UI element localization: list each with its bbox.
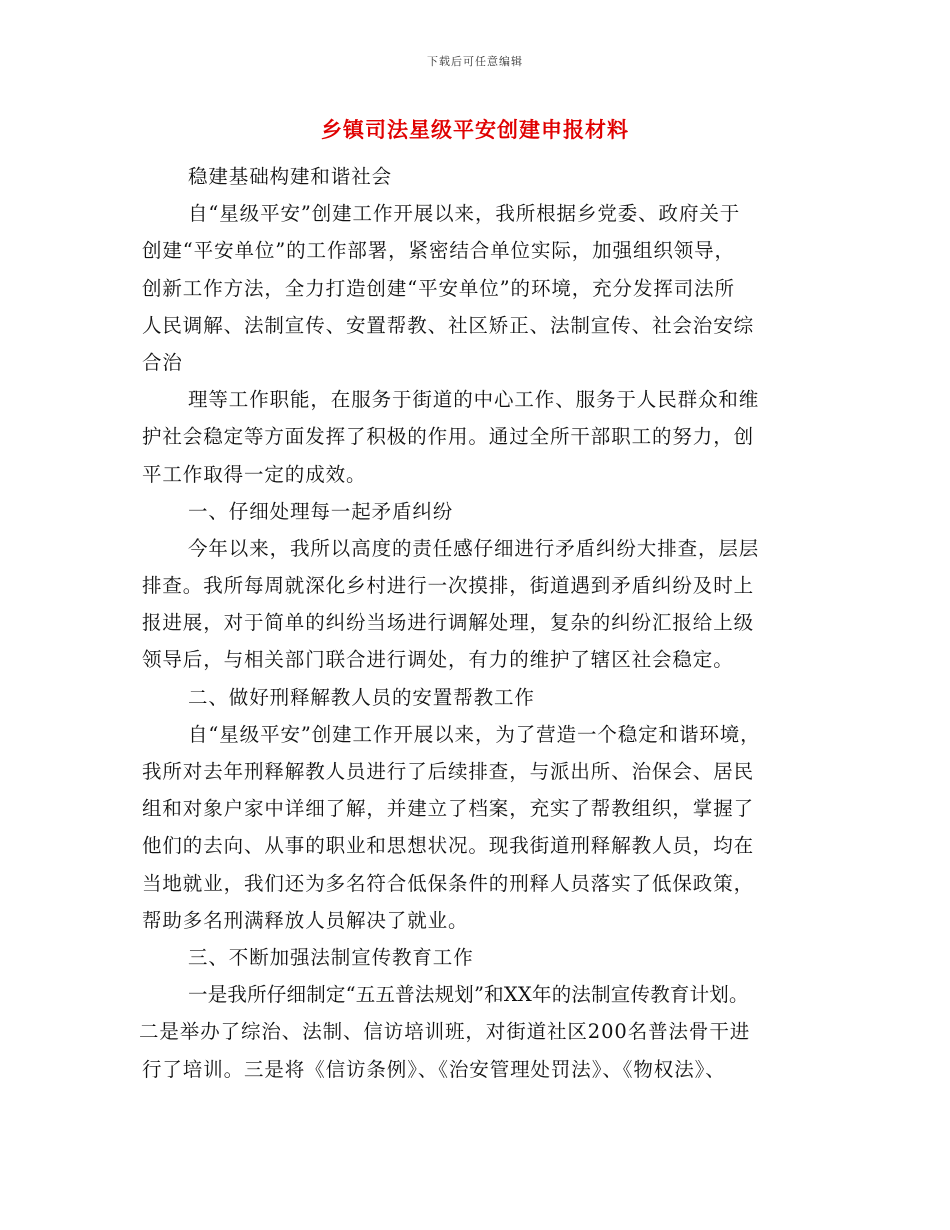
section-heading: 一、仔细处理每一起矛盾纠纷 bbox=[188, 499, 454, 523]
paragraph-line: 二是举办了综治、法制、信访培训班，对街道社区200名普法骨干进 bbox=[139, 1020, 751, 1044]
paragraph-line: 组和对象户家中详细了解，并建立了档案，充实了帮教组织，掌握了 bbox=[142, 797, 755, 821]
section-heading: 二、做好刑释解教人员的安置帮教工作 bbox=[188, 685, 535, 709]
paragraph-line: 稳建基础构建和谐社会 bbox=[188, 165, 393, 188]
paragraph-line: 今年以来，我所以高度的责任感仔细进行矛盾纠纷大排查，层层 bbox=[188, 536, 760, 560]
paragraph-line: 排查。我所每周就深化乡村进行一次摸排，街道遇到矛盾纠纷及时上 bbox=[142, 574, 755, 598]
paragraph-line: 自“星级平安”创建工作开展以来，我所根据乡党委、政府关于 bbox=[188, 202, 741, 226]
paragraph-line: 一是我所仔细制定“五五普法规划”和XX年的法制宣传教育计划。 bbox=[188, 983, 749, 1007]
section-heading: 三、不断加强法制宣传教育工作 bbox=[188, 945, 474, 969]
paragraph-line: 合治 bbox=[142, 350, 183, 374]
paragraph-line: 创建“平安单位”的工作部署，紧密结合单位实际，加强组织领导， bbox=[142, 239, 735, 263]
paragraph-line: 自“星级平安”创建工作开展以来，为了营造一个稳定和谐环境， bbox=[188, 722, 761, 746]
paragraph-line: 我所对去年刑释解教人员进行了后续排查，与派出所、治保会、居民 bbox=[142, 760, 755, 783]
document-title: 乡镇司法星级平安创建申报材料 bbox=[321, 118, 629, 142]
paragraph-line: 理等工作职能，在服务于街道的中心工作、服务于人民群众和维 bbox=[188, 388, 760, 412]
paragraph-line: 人民调解、法制宣传、安置帮教、社区矫正、法制宣传、社会治安综 bbox=[142, 313, 755, 337]
paragraph-line: 行了培训。三是将《信访条例》、《治安管理处罚法》、《物权法》、 bbox=[142, 1057, 726, 1081]
paragraph-line: 他们的去向、从事的职业和思想状况。现我街道刑释解教人员，均在 bbox=[142, 834, 755, 858]
paragraph-line: 创新工作方法，全力打造创建“平安单位”的环境，充分发挥司法所 bbox=[142, 276, 735, 300]
paragraph-line: 当地就业，我们还为多名符合低保条件的刑释人员落实了低保政策， bbox=[142, 871, 755, 895]
paragraph-line: 护社会稳定等方面发挥了积极的作用。通过全所干部职工的努力，创 bbox=[142, 425, 755, 449]
paragraph-line: 平工作取得一定的成效。 bbox=[142, 462, 367, 486]
paragraph-line: 报进展，对于简单的纠纷当场进行调解处理，复杂的纠纷汇报给上级 bbox=[142, 611, 755, 635]
paragraph-line: 帮助多名刑满释放人员解决了就业。 bbox=[142, 908, 469, 932]
header-note: 下载后可任意编辑 bbox=[427, 55, 523, 68]
paragraph-line: 领导后，与相关部门联合进行调处，有力的维护了辖区社会稳定。 bbox=[142, 648, 734, 672]
document-body bbox=[139, 158, 832, 1088]
